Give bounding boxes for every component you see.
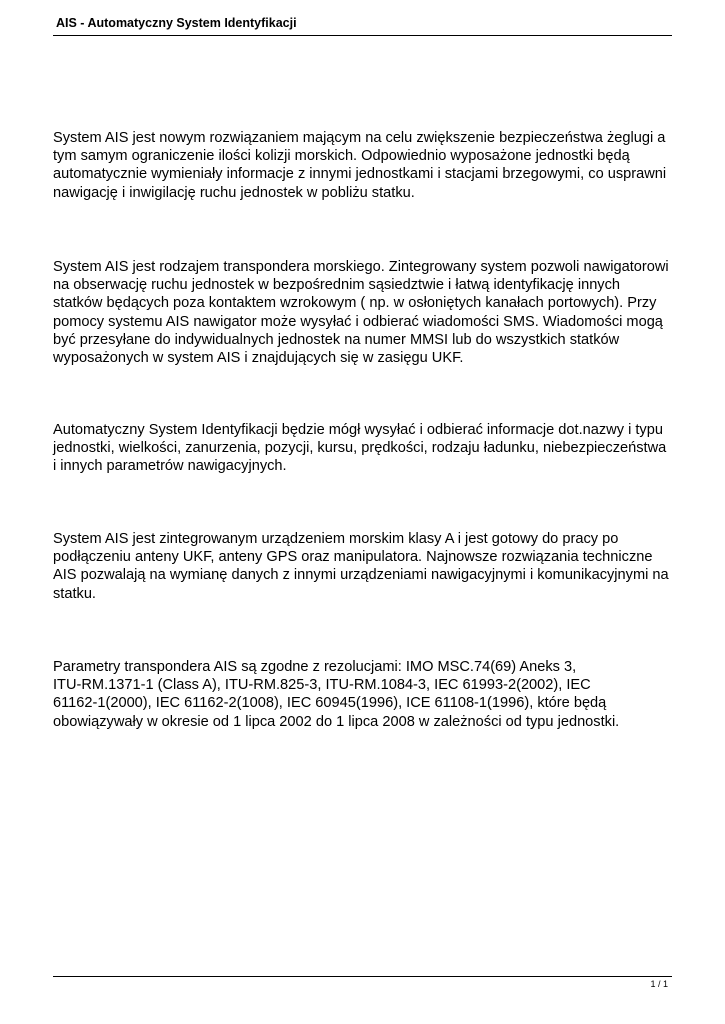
text-line: pomocy systemu AIS nawigator może wysyłać i odbierać wiadomości SMS. Wiadomości mogą (53, 313, 663, 330)
text-line: automatycznie wymieniały informacje z innymi jednostkami i stacjami brzegowymi, co usprawni (53, 166, 667, 183)
text-line: tym samym ograniczenie ilości kolizji morskich. Odpowiednio wyposażone jednostki będą (53, 148, 630, 165)
paragraph-intro (53, 129, 666, 202)
text-line: System AIS jest rodzajem transpondera morskiego. Zintegrowany system pozwoli nawigatorowi (53, 259, 669, 275)
text-line: 61162-1(2000), IEC 61162-2(1008), IEC 60945(1996), ICE 61108-1(1996), które będą (53, 695, 607, 712)
text-line: ITU-RM.1371-1 (Class A), ITU-RM.825-3, ITU-RM.1084-3, IEC 61993-2(2002), IEC (53, 677, 591, 694)
text-line: Parametry transpondera AIS są zgodne z rezolucjami: IMO MSC.74(69) Aneks 3, (53, 659, 577, 675)
page-header (53, 13, 672, 36)
paragraph-transponder (53, 258, 669, 367)
text-line: nawigację i inwigilację ruchu jednostek w pobliżu statku. (53, 184, 415, 201)
text-line: być przesyłane do indywidualnych jednostek na numer MMSI lub do wszystkich statków (53, 331, 620, 348)
text-line: i innych parametrów nawigacyjnych. (53, 458, 287, 475)
text-line: System AIS jest zintegrowanym urządzeniem morskim klasy A i jest gotowy do pracy po (53, 531, 619, 547)
text-line: na obserwację ruchu jednostek w bezpośrednim sąsiedztwie i łatwą identyfikację innych (53, 277, 621, 294)
paragraph-identification (53, 421, 666, 476)
text-line: AIS pozwalają na wymianę danych z innymi urządzeniami nawigacyjnymi i komunikacyjnymi na (53, 567, 669, 584)
text-line: obowiązywały w okresie od 1 lipca 2002 do 1 lipca 2008 w zależności od typu jednostki. (53, 713, 620, 730)
footer-divider (53, 976, 672, 977)
text-line: statku. (53, 585, 96, 602)
paragraph-device (53, 530, 669, 603)
page-number: 1 / 1 (650, 979, 668, 989)
text-line: System AIS jest nowym rozwiązaniem mającym na celu zwiększenie bezpieczeństwa żeglugi a (53, 130, 666, 146)
document-title: AIS - Automatyczny System Identyfikacji (56, 16, 297, 30)
text-line: podłączeniu anteny UKF, anteny GPS oraz manipulatora. Najnowsze rozwiązania techniczne (53, 549, 653, 566)
text-line: Automatyczny System Identyfikacji będzie mógł wysyłać i odbierać informacje dot.nazwy i typu (53, 422, 663, 438)
text-line: statków będących poza kontaktem wzrokowym ( np. w osłoniętych kanałach portowych). Przy (53, 295, 657, 312)
text-line: wyposażonych w system AIS i znajdujących się w zasięgu UKF. (53, 350, 464, 367)
text-line: jednostki, wielkości, zanurzenia, pozycji, kursu, prędkości, rodzaju ładunku, niebezpieczeństwa (53, 440, 667, 457)
paragraph-parameters (53, 658, 619, 731)
